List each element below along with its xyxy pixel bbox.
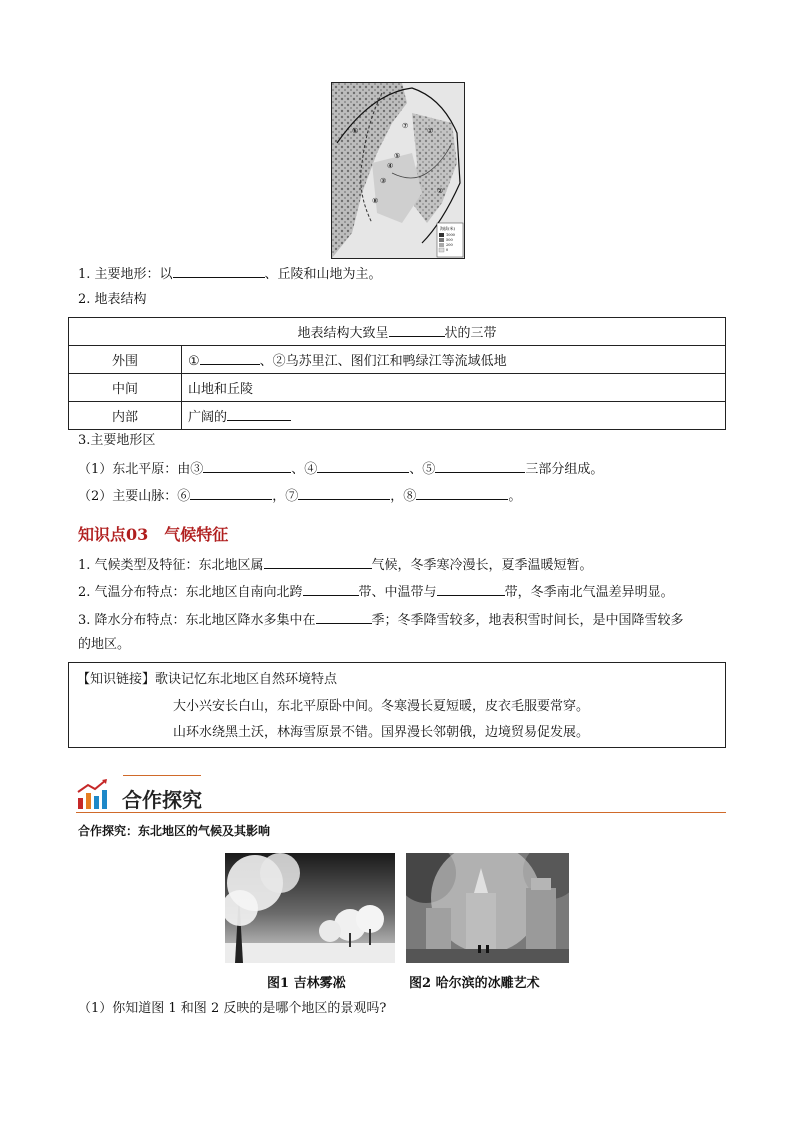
rime-photo <box>225 853 395 963</box>
row-content <box>182 402 726 430</box>
table-header-cell <box>69 318 726 346</box>
main-terrain-item <box>78 263 382 284</box>
main-landform-heading: 3.主要地形区 <box>78 433 156 448</box>
ice-sculpture-image <box>406 853 569 963</box>
answer-blank[interactable] <box>416 485 508 500</box>
plain-item <box>78 458 603 479</box>
plain-prefix: （1）东北平原：由③ <box>78 462 204 477</box>
ice-sculpture-photo <box>406 853 569 963</box>
main-terrain-suffix: 、丘陵和山地为主。 <box>264 267 382 282</box>
answer-blank[interactable] <box>203 458 291 473</box>
climate-text: 带，冬季南北气温差异明显。 <box>504 585 674 600</box>
climate-item-2 <box>78 581 674 602</box>
figure-1-caption: 图1 吉林雾凇 <box>267 976 346 991</box>
map-label-3: ③ <box>380 177 387 185</box>
map-legend-value: 0 <box>446 248 449 252</box>
map-legend-value: 500 <box>446 238 453 242</box>
table-row <box>69 318 726 346</box>
surface-structure-table <box>68 317 726 430</box>
climate-text: 季；冬季降雪较多，地表积雪时间长，是中国降雪较多 <box>371 613 684 628</box>
figure-2-caption: 图2 哈尔滨的冰雕艺术 <box>409 976 540 991</box>
map-legend-value: 1000 <box>446 233 455 237</box>
northeast-china-terrain-map <box>331 82 465 259</box>
answer-blank[interactable] <box>298 485 390 500</box>
heading-text: 气候特征 <box>164 525 229 544</box>
map-label-5: ⑤ <box>394 152 401 160</box>
map-label-4: ④ <box>387 162 394 170</box>
answer-blank[interactable] <box>389 322 445 337</box>
map-label-8: ⑧ <box>372 197 379 205</box>
row-label: 中间 <box>69 374 182 402</box>
answer-blank[interactable] <box>227 406 291 421</box>
mnemonic-line-2: 山环水绕黑土沃，林海雪原景不错。国界漫长邻朝俄，边境贸易促发展。 <box>173 725 590 740</box>
climate-text: 2. 气温分布特点：东北地区自南向北跨 <box>78 585 303 600</box>
mountain-suffix: 。 <box>508 489 522 504</box>
climate-item-3-cont: 的地区。 <box>78 637 131 652</box>
answer-blank[interactable] <box>435 458 525 473</box>
answer-blank[interactable] <box>303 581 359 596</box>
answer-blank[interactable] <box>190 485 272 500</box>
answer-blank[interactable] <box>317 458 409 473</box>
plain-suffix: 三部分组成。 <box>525 462 604 477</box>
plain-mid: 、⑤ <box>409 462 436 477</box>
map-label-6: ⑥ <box>352 127 359 135</box>
row-label: 内部 <box>69 402 182 430</box>
answer-blank[interactable] <box>173 263 265 278</box>
row-content <box>182 346 726 374</box>
bar-chart-icon <box>76 778 112 810</box>
surface-structure-heading: 2. 地表结构 <box>78 292 147 307</box>
climate-text: 气候，冬季寒冷漫长，夏季温暖短暂。 <box>371 558 593 573</box>
table-row <box>69 346 726 374</box>
rime-image <box>225 853 395 963</box>
row-prefix: 广阔的 <box>188 410 228 425</box>
main-terrain-prefix: 1. 主要地形：以 <box>78 267 173 282</box>
map-legend-title: 海拔(米) <box>440 226 456 231</box>
map-label-1: ① <box>427 127 434 135</box>
answer-blank[interactable] <box>316 609 372 624</box>
map-legend-value: 200 <box>446 243 453 247</box>
mnemonic-line-1: 大小兴安长白山，东北平原卧中间。冬寒漫长夏短暖，皮衣毛服要常穿。 <box>173 699 590 714</box>
climate-text: 带、中温带与 <box>358 585 437 600</box>
table-row <box>69 402 726 430</box>
section-header <box>76 772 726 814</box>
row-suffix: 、②乌苏里江、图们江和鸭绿江等流域低地 <box>259 354 507 369</box>
section-title: 合作探究 <box>122 788 202 812</box>
answer-blank[interactable] <box>437 581 505 596</box>
table-header-prefix: 地表结构大致呈 <box>297 326 389 341</box>
answer-blank[interactable] <box>200 350 260 365</box>
terrain-map-graphic <box>332 83 464 258</box>
heading-number: 知识点03 <box>78 525 149 544</box>
mountain-prefix: （2）主要山脉：⑥ <box>78 489 191 504</box>
map-label-7: ⑦ <box>402 122 409 130</box>
row-label: 外围 <box>69 346 182 374</box>
mountain-item <box>78 485 521 506</box>
link-box-title: 【知识链接】歌诀记忆东北地区自然环境特点 <box>77 672 338 687</box>
knowledge-point-heading <box>78 522 228 545</box>
cooperation-subtitle: 合作探究：东北地区的气候及其影响 <box>78 824 271 838</box>
climate-text: 1. 气候类型及特征：东北地区属 <box>78 558 264 573</box>
table-row <box>69 374 726 402</box>
climate-text: 3. 降水分布特点：东北地区降水多集中在 <box>78 613 316 628</box>
climate-item-3 <box>78 609 684 630</box>
answer-blank[interactable] <box>264 554 372 569</box>
climate-item-1 <box>78 554 593 575</box>
row-content: 山地和丘陵 <box>182 374 726 402</box>
mountain-mid: ，⑧ <box>390 489 417 504</box>
plain-mid: 、④ <box>291 462 318 477</box>
table-header-suffix: 状的三带 <box>444 326 497 341</box>
mountain-mid: ，⑦ <box>272 489 299 504</box>
section-underline <box>76 812 726 813</box>
row-prefix: ① <box>188 354 200 369</box>
knowledge-link-box <box>68 662 726 748</box>
question-1: （1）你知道图 1 和图 2 反映的是哪个地区的景观吗? <box>78 1001 387 1016</box>
map-label-2: ② <box>437 187 444 195</box>
